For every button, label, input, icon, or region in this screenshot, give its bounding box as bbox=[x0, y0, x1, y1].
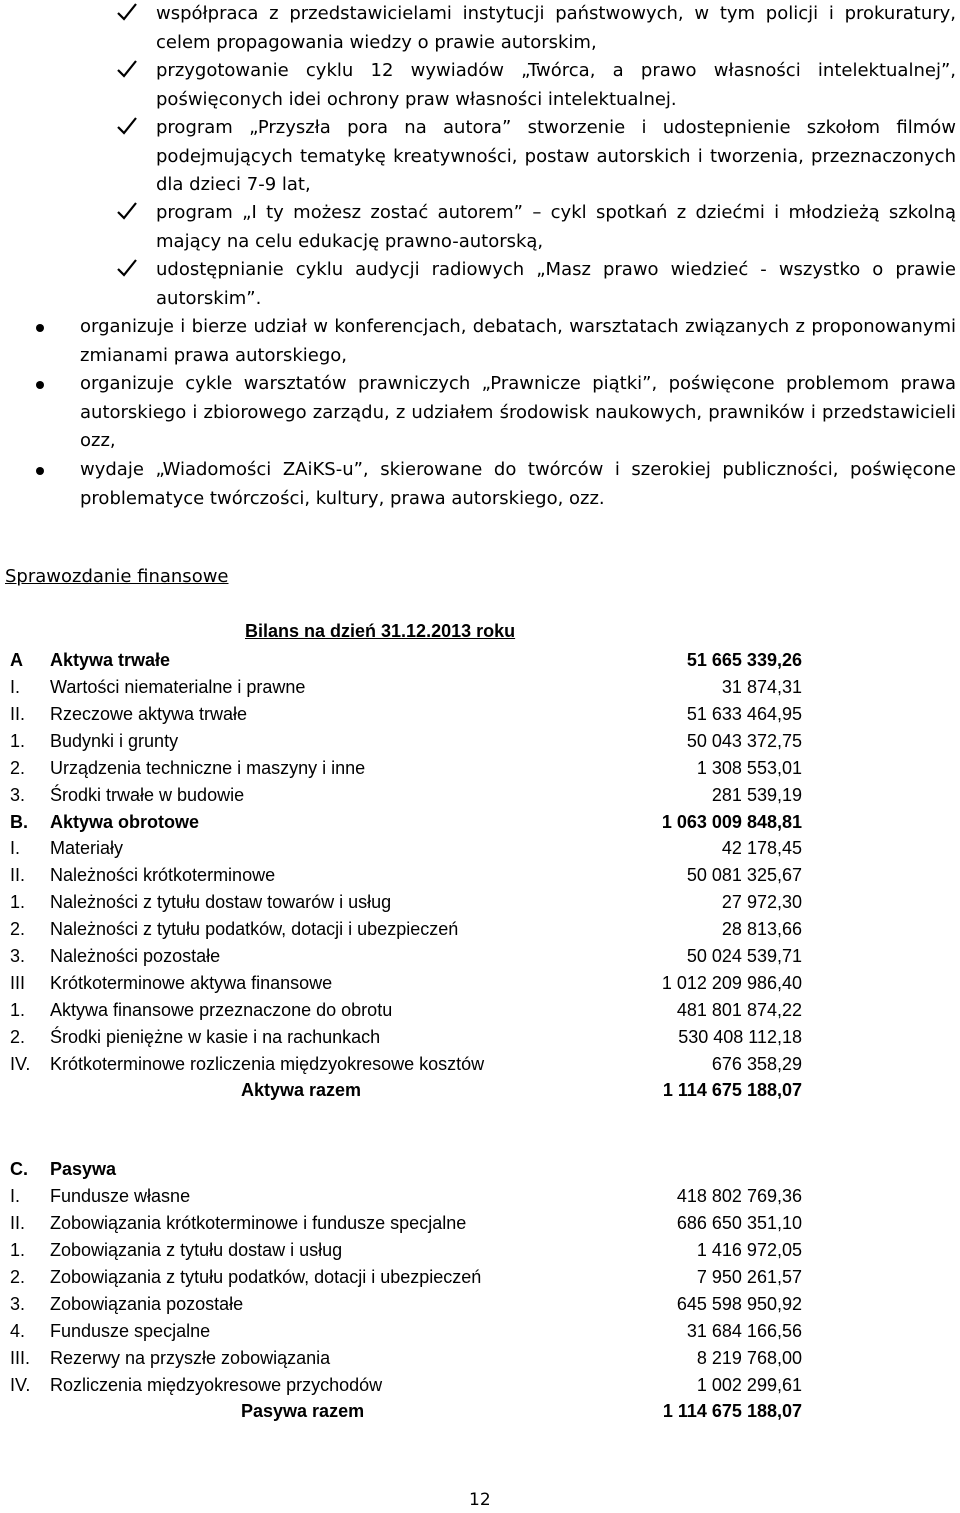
row-label: Materiały bbox=[50, 838, 124, 858]
row-label: Fundusze specjalne bbox=[50, 1321, 211, 1341]
row-amount: 27 972,30 bbox=[721, 892, 802, 912]
row-label: Należności pozostałe bbox=[50, 946, 221, 966]
row-amount: 1 002 299,61 bbox=[696, 1375, 802, 1395]
row-amount: 42 178,45 bbox=[721, 838, 802, 858]
list-item-text: program „I ty możesz zostać autorem” – cykl spotkań z dziećmi i młodzieżą szkolną mający na celu edukację prawno-autorską, bbox=[156, 202, 956, 252]
table-row bbox=[10, 889, 802, 916]
row-label: Rzeczowe aktywa trwałe bbox=[50, 704, 248, 724]
table-row bbox=[10, 647, 802, 674]
table-row bbox=[10, 782, 802, 809]
row-amount: 686 650 351,10 bbox=[676, 1213, 802, 1233]
checkmark-icon bbox=[116, 115, 138, 137]
total-label: Pasywa razem bbox=[241, 1401, 365, 1421]
row-label: Należności z tytułu dostaw towarów i usług bbox=[50, 892, 392, 912]
table-row bbox=[10, 1237, 802, 1264]
row-code: A bbox=[10, 650, 23, 670]
row-label: Rezerwy na przyszłe zobowiązania bbox=[50, 1348, 331, 1368]
row-amount: 50 081 325,67 bbox=[686, 865, 802, 885]
checkmark-icon bbox=[116, 1, 138, 23]
row-code: 2. bbox=[10, 758, 26, 778]
row-code: I. bbox=[10, 1186, 21, 1206]
balance-sheet-title: Bilans na dzień 31.12.2013 roku bbox=[245, 621, 516, 641]
row-amount: 1 308 553,01 bbox=[696, 758, 802, 778]
row-label: Aktywa finansowe przeznaczone do obrotu bbox=[50, 1000, 393, 1020]
row-label: Należności krótkoterminowe bbox=[50, 865, 276, 885]
bullet-icon bbox=[36, 324, 44, 332]
table-row bbox=[10, 1291, 802, 1318]
row-code: 2. bbox=[10, 919, 26, 939]
table-row bbox=[10, 1318, 802, 1345]
row-amount: 1 012 209 986,40 bbox=[661, 973, 802, 993]
table-row bbox=[10, 1051, 802, 1078]
list-item-text: organizuje cykle warsztatów prawniczych „Prawnicze piątki”, poświęcone problemom prawa autorskiego i zbiorowego zarządu, z udziałem środowisk naukowych, prawników i przedstawicieli ozz, bbox=[80, 373, 956, 451]
row-amount: 28 813,66 bbox=[721, 919, 802, 939]
row-label: Zobowiązania z tytułu podatków, dotacji i ubezpieczeń bbox=[50, 1267, 482, 1287]
table-row bbox=[10, 970, 802, 997]
row-amount: 676 358,29 bbox=[711, 1054, 802, 1074]
liabilities-total-row bbox=[10, 1398, 802, 1425]
row-label: Urządzenia techniczne i maszyny i inne bbox=[50, 758, 366, 778]
table-row bbox=[10, 674, 802, 701]
list-item bbox=[116, 0, 956, 57]
row-label: Pasywa bbox=[50, 1159, 117, 1179]
table-row bbox=[10, 862, 802, 889]
checkmark-icon bbox=[116, 200, 138, 222]
table-row bbox=[10, 1183, 802, 1210]
list-item-text: program „Przyszła pora na autora” stworzenie i udostepnienie szkołom filmów podejmujących tematykę kreatywności, postaw autorskich i tworzenia, przeznaczonych dla dzieci 7-9 lat, bbox=[156, 117, 956, 195]
list-item-text: przygotowanie cyklu 12 wywiadów „Twórca, a prawo własności intelektualnej”, poświęconych idei ochrony praw własności intelektualnej. bbox=[156, 60, 956, 110]
row-amount: 645 598 950,92 bbox=[676, 1294, 802, 1314]
row-amount: 7 950 261,57 bbox=[696, 1267, 802, 1287]
row-amount: 1 063 009 848,81 bbox=[661, 812, 802, 832]
row-code: 3. bbox=[10, 1294, 26, 1314]
row-label: Środki trwałe w budowie bbox=[50, 785, 245, 805]
total-amount: 1 114 675 188,07 bbox=[662, 1401, 802, 1421]
row-code: 3. bbox=[10, 785, 26, 805]
table-row bbox=[10, 916, 802, 943]
section-title: Sprawozdanie finansowe bbox=[5, 566, 229, 587]
row-code: 4. bbox=[10, 1321, 26, 1341]
row-code: 1. bbox=[10, 1240, 26, 1260]
row-amount: 31 874,31 bbox=[721, 677, 802, 697]
row-code: IV. bbox=[10, 1054, 31, 1074]
list-item bbox=[36, 313, 956, 370]
row-code: 3. bbox=[10, 946, 26, 966]
row-code: 2. bbox=[10, 1027, 26, 1047]
list-item-text: współpraca z przedstawicielami instytucji państwowych, w tym policji i prokuratury, celem propagowania wiedzy o prawie autorskim, bbox=[156, 3, 956, 53]
list-item bbox=[116, 114, 956, 200]
row-label: Zobowiązania krótkoterminowe i fundusze specjalne bbox=[50, 1213, 467, 1233]
row-label: Należności z tytułu podatków, dotacji i ubezpieczeń bbox=[50, 919, 459, 939]
row-amount: 51 665 339,26 bbox=[686, 650, 802, 670]
row-label: Aktywa obrotowe bbox=[50, 812, 200, 832]
list-item-text: organizuje i bierze udział w konferencjach, debatach, warsztatach związanych z proponowanymi zmianami prawa autorskiego, bbox=[80, 316, 956, 366]
table-row bbox=[10, 1372, 802, 1399]
row-code: I. bbox=[10, 838, 21, 858]
row-code: B. bbox=[10, 812, 28, 832]
table-row bbox=[10, 1156, 802, 1183]
row-amount: 31 684 166,56 bbox=[686, 1321, 802, 1341]
row-amount: 281 539,19 bbox=[711, 785, 802, 805]
row-label: Budynki i grunty bbox=[50, 731, 179, 751]
row-label: Wartości niematerialne i prawne bbox=[50, 677, 306, 697]
row-label: Zobowiązania pozostałe bbox=[50, 1294, 244, 1314]
row-label: Krótkoterminowe aktywa finansowe bbox=[50, 973, 333, 993]
table-row bbox=[10, 1210, 802, 1237]
row-code: 1. bbox=[10, 1000, 26, 1020]
row-label: Fundusze własne bbox=[50, 1186, 191, 1206]
table-row bbox=[10, 1024, 802, 1051]
row-code: II. bbox=[10, 865, 26, 885]
table-row bbox=[10, 701, 802, 728]
row-amount: 51 633 464,95 bbox=[686, 704, 802, 724]
row-code: III bbox=[10, 973, 26, 993]
table-row bbox=[10, 1345, 802, 1372]
row-label: Środki pieniężne w kasie i na rachunkach bbox=[50, 1027, 381, 1047]
row-code: II. bbox=[10, 1213, 26, 1233]
list-item bbox=[116, 57, 956, 114]
row-amount: 418 802 769,36 bbox=[676, 1186, 802, 1206]
row-code: III. bbox=[10, 1348, 31, 1368]
list-item bbox=[36, 456, 956, 513]
row-label: Aktywa trwałe bbox=[50, 650, 171, 670]
row-code: IV. bbox=[10, 1375, 31, 1395]
row-code: I. bbox=[10, 677, 21, 697]
row-amount: 1 416 972,05 bbox=[696, 1240, 802, 1260]
table-row bbox=[10, 997, 802, 1024]
table-row bbox=[10, 728, 802, 755]
table-row bbox=[10, 755, 802, 782]
list-item-text: wydaje „Wiadomości ZAiKS-u”, skierowane do twórców i szerokiej publiczności, poświęcone problematyce twórczości, kultury, prawa autorskiego, ozz. bbox=[80, 459, 956, 509]
table-row bbox=[10, 835, 802, 862]
list-item bbox=[116, 199, 956, 256]
table-row bbox=[10, 809, 802, 836]
row-code: C. bbox=[10, 1159, 28, 1179]
row-code: 2. bbox=[10, 1267, 26, 1287]
row-amount: 530 408 112,18 bbox=[678, 1027, 802, 1047]
row-amount: 8 219 768,00 bbox=[696, 1348, 802, 1368]
checkmark-icon bbox=[116, 58, 138, 80]
page-number: 12 bbox=[469, 1490, 491, 1510]
checkmark-icon bbox=[116, 257, 138, 279]
bullet-icon bbox=[36, 381, 44, 389]
row-label: Rozliczenia międzyokresowe przychodów bbox=[50, 1375, 383, 1395]
row-amount: 50 043 372,75 bbox=[686, 731, 802, 751]
row-code: 1. bbox=[10, 892, 26, 912]
row-label: Krótkoterminowe rozliczenia międzyokresowe kosztów bbox=[50, 1054, 485, 1074]
row-amount: 481 801 874,22 bbox=[676, 1000, 802, 1020]
total-label: Aktywa razem bbox=[241, 1080, 362, 1100]
total-amount: 1 114 675 188,07 bbox=[662, 1080, 802, 1100]
row-amount: 50 024 539,71 bbox=[686, 946, 802, 966]
row-code: 1. bbox=[10, 731, 26, 751]
row-code: II. bbox=[10, 704, 26, 724]
assets-total-row bbox=[10, 1077, 802, 1104]
list-item bbox=[116, 256, 956, 313]
list-item bbox=[36, 370, 956, 456]
table-row bbox=[10, 1264, 802, 1291]
list-item-text: udostępnianie cyklu audycji radiowych „Masz prawo wiedzieć - wszystko o prawie autorskim”. bbox=[156, 259, 956, 309]
row-label: Zobowiązania z tytułu dostaw i usług bbox=[50, 1240, 343, 1260]
bullet-icon bbox=[36, 467, 44, 475]
table-row bbox=[10, 943, 802, 970]
